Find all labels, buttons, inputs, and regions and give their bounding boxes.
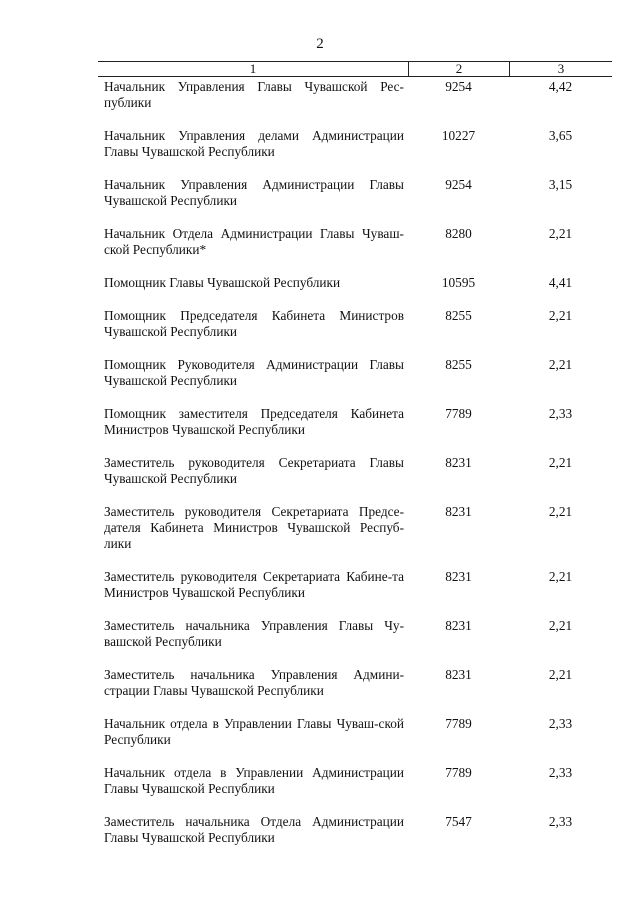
value-col-3-cell: 2,33 xyxy=(548,406,573,421)
position-name-cell: Заместитель руководителя Секретариата Главы Чувашской Республики xyxy=(104,455,404,486)
position-name-cell: Заместитель начальника Отдела Администрации Главы Чувашской Республики xyxy=(104,814,404,845)
table-row xyxy=(98,226,612,258)
value-col-2-cell: 8255 xyxy=(445,357,472,372)
salary-table xyxy=(98,61,612,863)
value-col-2-cell: 9254 xyxy=(445,79,472,94)
value-col-2-cell: 7789 xyxy=(445,716,472,731)
position-name-cell: Начальник Отдела Администрации Главы Чуваш-ской Республики* xyxy=(104,226,404,257)
value-col-2-cell: 7789 xyxy=(445,765,472,780)
position-name-cell: Начальник Управления Администрации Главы Чувашской Республики xyxy=(104,177,404,208)
value-col-3-cell: 3,15 xyxy=(548,177,573,192)
table-row xyxy=(98,79,612,111)
table-body xyxy=(98,77,612,846)
value-col-3-cell: 2,21 xyxy=(548,569,573,584)
table-row xyxy=(98,618,612,650)
position-name-cell: Начальник отдела в Управлении Главы Чуваш-ской Республики xyxy=(104,716,404,747)
value-col-3-cell: 3,65 xyxy=(548,128,573,143)
value-col-2-cell: 8231 xyxy=(445,504,472,519)
value-col-3-cell: 2,21 xyxy=(548,455,573,470)
table-row xyxy=(98,455,612,487)
table-row xyxy=(98,128,612,160)
value-col-3-cell: 2,21 xyxy=(548,504,573,519)
value-col-2-cell: 10227 xyxy=(441,128,476,143)
table-row xyxy=(98,765,612,797)
value-col-2-cell: 8231 xyxy=(445,618,472,633)
value-col-3-cell: 2,33 xyxy=(548,765,573,780)
value-col-2-cell: 8255 xyxy=(445,308,472,323)
position-name-cell: Заместитель начальника Управления Главы Чу-вашской Республики xyxy=(104,618,404,649)
value-col-2-cell: 7789 xyxy=(445,406,472,421)
value-col-2-cell: 10595 xyxy=(441,275,476,290)
table-row xyxy=(98,814,612,846)
position-name-cell: Заместитель начальника Управления Админи-страции Главы Чувашской Республики xyxy=(104,667,404,698)
value-col-2-cell: 7547 xyxy=(445,814,472,829)
value-col-3-cell: 4,42 xyxy=(548,79,573,94)
header-col-1: 1 xyxy=(249,61,257,76)
header-col-3: 3 xyxy=(509,62,612,76)
position-name-cell: Начальник Управления делами Администрации Главы Чувашской Республики xyxy=(104,128,404,159)
table-header xyxy=(98,61,612,77)
table-row xyxy=(98,177,612,209)
value-col-3-cell: 2,21 xyxy=(548,226,573,241)
value-col-2-cell: 9254 xyxy=(445,177,472,192)
table-row xyxy=(98,406,612,438)
position-name-cell: Помощник Руководителя Администрации Главы Чувашской Республики xyxy=(104,357,404,388)
value-col-3-cell: 2,21 xyxy=(548,618,573,633)
table-row xyxy=(98,569,612,601)
table-row xyxy=(98,716,612,748)
value-col-3-cell: 2,21 xyxy=(548,308,573,323)
value-col-2-cell: 8231 xyxy=(445,667,472,682)
position-name-cell: Помощник Главы Чувашской Республики xyxy=(104,275,341,290)
position-name-cell: Помощник Председателя Кабинета Министров Чувашской Республики xyxy=(104,308,404,339)
position-name-cell: Заместитель руководителя Секретариата Кабине-та Министров Чувашской Республики xyxy=(104,569,404,600)
value-col-3-cell: 2,21 xyxy=(548,357,573,372)
page-number: 2 xyxy=(316,36,324,52)
table-row xyxy=(98,275,612,291)
position-name-cell: Начальник отдела в Управлении Администрации Главы Чувашской Республики xyxy=(104,765,404,796)
table-row xyxy=(98,308,612,340)
value-col-3-cell: 2,33 xyxy=(548,814,573,829)
position-name-cell: Помощник заместителя Председателя Кабинета Министров Чувашской Республики xyxy=(104,406,404,437)
value-col-3-cell: 2,21 xyxy=(548,667,573,682)
value-col-3-cell: 4,41 xyxy=(548,275,573,290)
value-col-2-cell: 8231 xyxy=(445,569,472,584)
position-name-cell: Начальник Управления Главы Чувашской Рес-публики xyxy=(104,79,404,110)
table-row xyxy=(98,504,612,552)
value-col-2-cell: 8231 xyxy=(445,455,472,470)
position-name-cell: Заместитель руководителя Секретариата Предсе-дателя Кабинета Министров Чувашской Респуб-лики xyxy=(104,504,404,551)
header-col-2: 2 xyxy=(408,62,509,76)
value-col-3-cell: 2,33 xyxy=(548,716,573,731)
table-row xyxy=(98,357,612,389)
value-col-2-cell: 8280 xyxy=(445,226,472,241)
table-row xyxy=(98,667,612,699)
